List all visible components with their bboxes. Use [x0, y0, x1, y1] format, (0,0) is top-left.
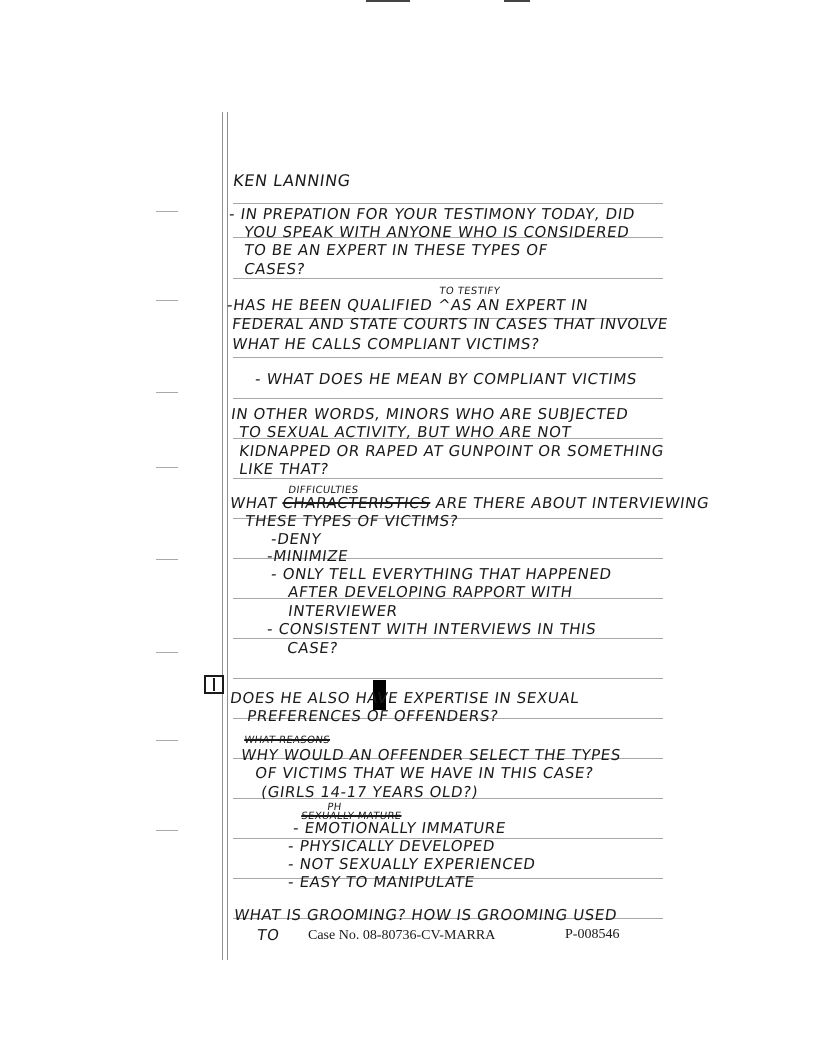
list-item: -DENY [270, 530, 323, 548]
list-item: CASE? [286, 639, 340, 657]
top-edge-mark [366, 0, 410, 2]
list-item: - CONSISTENT WITH INTERVIEWS IN THIS [266, 620, 598, 638]
ruled-line [233, 357, 663, 358]
note-line [229, 495, 710, 512]
note-line: TO SEXUAL ACTIVITY, BUT WHO ARE NOT [238, 423, 573, 441]
note-line: -HAS HE BEEN QUALIFIED ^AS AN EXPERT IN [226, 296, 590, 314]
list-item: - EASY TO MANIPULATE [287, 873, 476, 891]
note-line: OF VICTIMS THAT WE HAVE IN THIS CASE? [254, 764, 595, 782]
list-item: - PHYSICALLY DEVELOPED [287, 837, 497, 855]
margin-stub [156, 211, 178, 212]
margin-stub [156, 467, 178, 468]
note-line: IN OTHER WORDS, MINORS WHO ARE SUBJECTED [230, 405, 630, 423]
struck-word: SEXUALLY MATURE [300, 811, 403, 822]
insertion-note: DIFFICULTIES [287, 485, 360, 496]
margin-stub [156, 830, 178, 831]
note-line: KIDNAPPED OR RAPED AT GUNPOINT OR SOMETHING [238, 442, 666, 460]
list-item: -MINIMIZE [266, 547, 350, 565]
struck-word: WHAT REASONS [243, 735, 331, 746]
list-item: - ONLY TELL EVERYTHING THAT HAPPENED [270, 565, 613, 583]
note-line: LIKE THAT? [238, 460, 331, 478]
note-line: WHY WOULD AN OFFENDER SELECT THE TYPES [240, 746, 623, 764]
note-line: FEDERAL AND STATE COURTS IN CASES THAT INVOLVE [231, 315, 670, 333]
note-word: ARE THERE ABOUT INTERVIEWING [434, 494, 711, 512]
insertion-note: PH [326, 802, 343, 813]
boxed-margin-mark [204, 675, 224, 694]
bates-number: P-008546 [565, 927, 620, 942]
note-line: WHAT IS GROOMING? HOW IS GROOMING USED [233, 906, 619, 924]
margin-stub [156, 392, 178, 393]
list-item: - EMOTIONALLY IMMATURE [292, 819, 508, 837]
note-line: DOES HE ALSO HAVE EXPERTISE IN SEXUAL [229, 689, 581, 707]
margin-line [222, 112, 223, 960]
top-edge-mark [504, 0, 530, 2]
margin-stub [156, 559, 178, 560]
case-number-stamp: Case No. 08-80736-CV-MARRA [308, 928, 496, 943]
struck-word: CHARACTERISTICS [281, 494, 432, 512]
note-line: (GIRLS 14-17 YEARS OLD?) [260, 783, 480, 801]
list-item: - NOT SEXUALLY EXPERIENCED [287, 855, 537, 873]
margin-line [227, 112, 228, 960]
note-line: CASES? [243, 260, 307, 278]
note-line: THESE TYPES OF VICTIMS? [244, 512, 460, 530]
heading-name: KEN LANNING [231, 171, 353, 190]
ruled-line [233, 678, 663, 679]
note-line: WHAT HE CALLS COMPLIANT VICTIMS? [231, 335, 541, 353]
note-line: - WHAT DOES HE MEAN BY COMPLIANT VICTIMS [254, 370, 639, 388]
note-word: WHAT [229, 494, 279, 512]
ruled-line [233, 398, 663, 399]
ruled-line [233, 203, 663, 204]
list-item: AFTER DEVELOPING RAPPORT WITH [287, 583, 574, 601]
ruled-line [233, 478, 663, 479]
note-line: TO BE AN EXPERT IN THESE TYPES OF [243, 241, 550, 259]
insertion-note: TO TESTIFY [438, 286, 501, 297]
note-line: - IN PREPATION FOR YOUR TESTIMONY TODAY, DID [228, 205, 637, 223]
margin-stub [156, 652, 178, 653]
note-line: PREFERENCES OF OFFENDERS? [246, 707, 500, 725]
note-line: YOU SPEAK WITH ANYONE WHO IS CONSIDERED [243, 223, 631, 241]
ruled-line [233, 278, 663, 279]
note-line: TO [256, 926, 281, 944]
list-item: INTERVIEWER [287, 602, 399, 620]
margin-stub [156, 300, 178, 301]
margin-stub [156, 740, 178, 741]
